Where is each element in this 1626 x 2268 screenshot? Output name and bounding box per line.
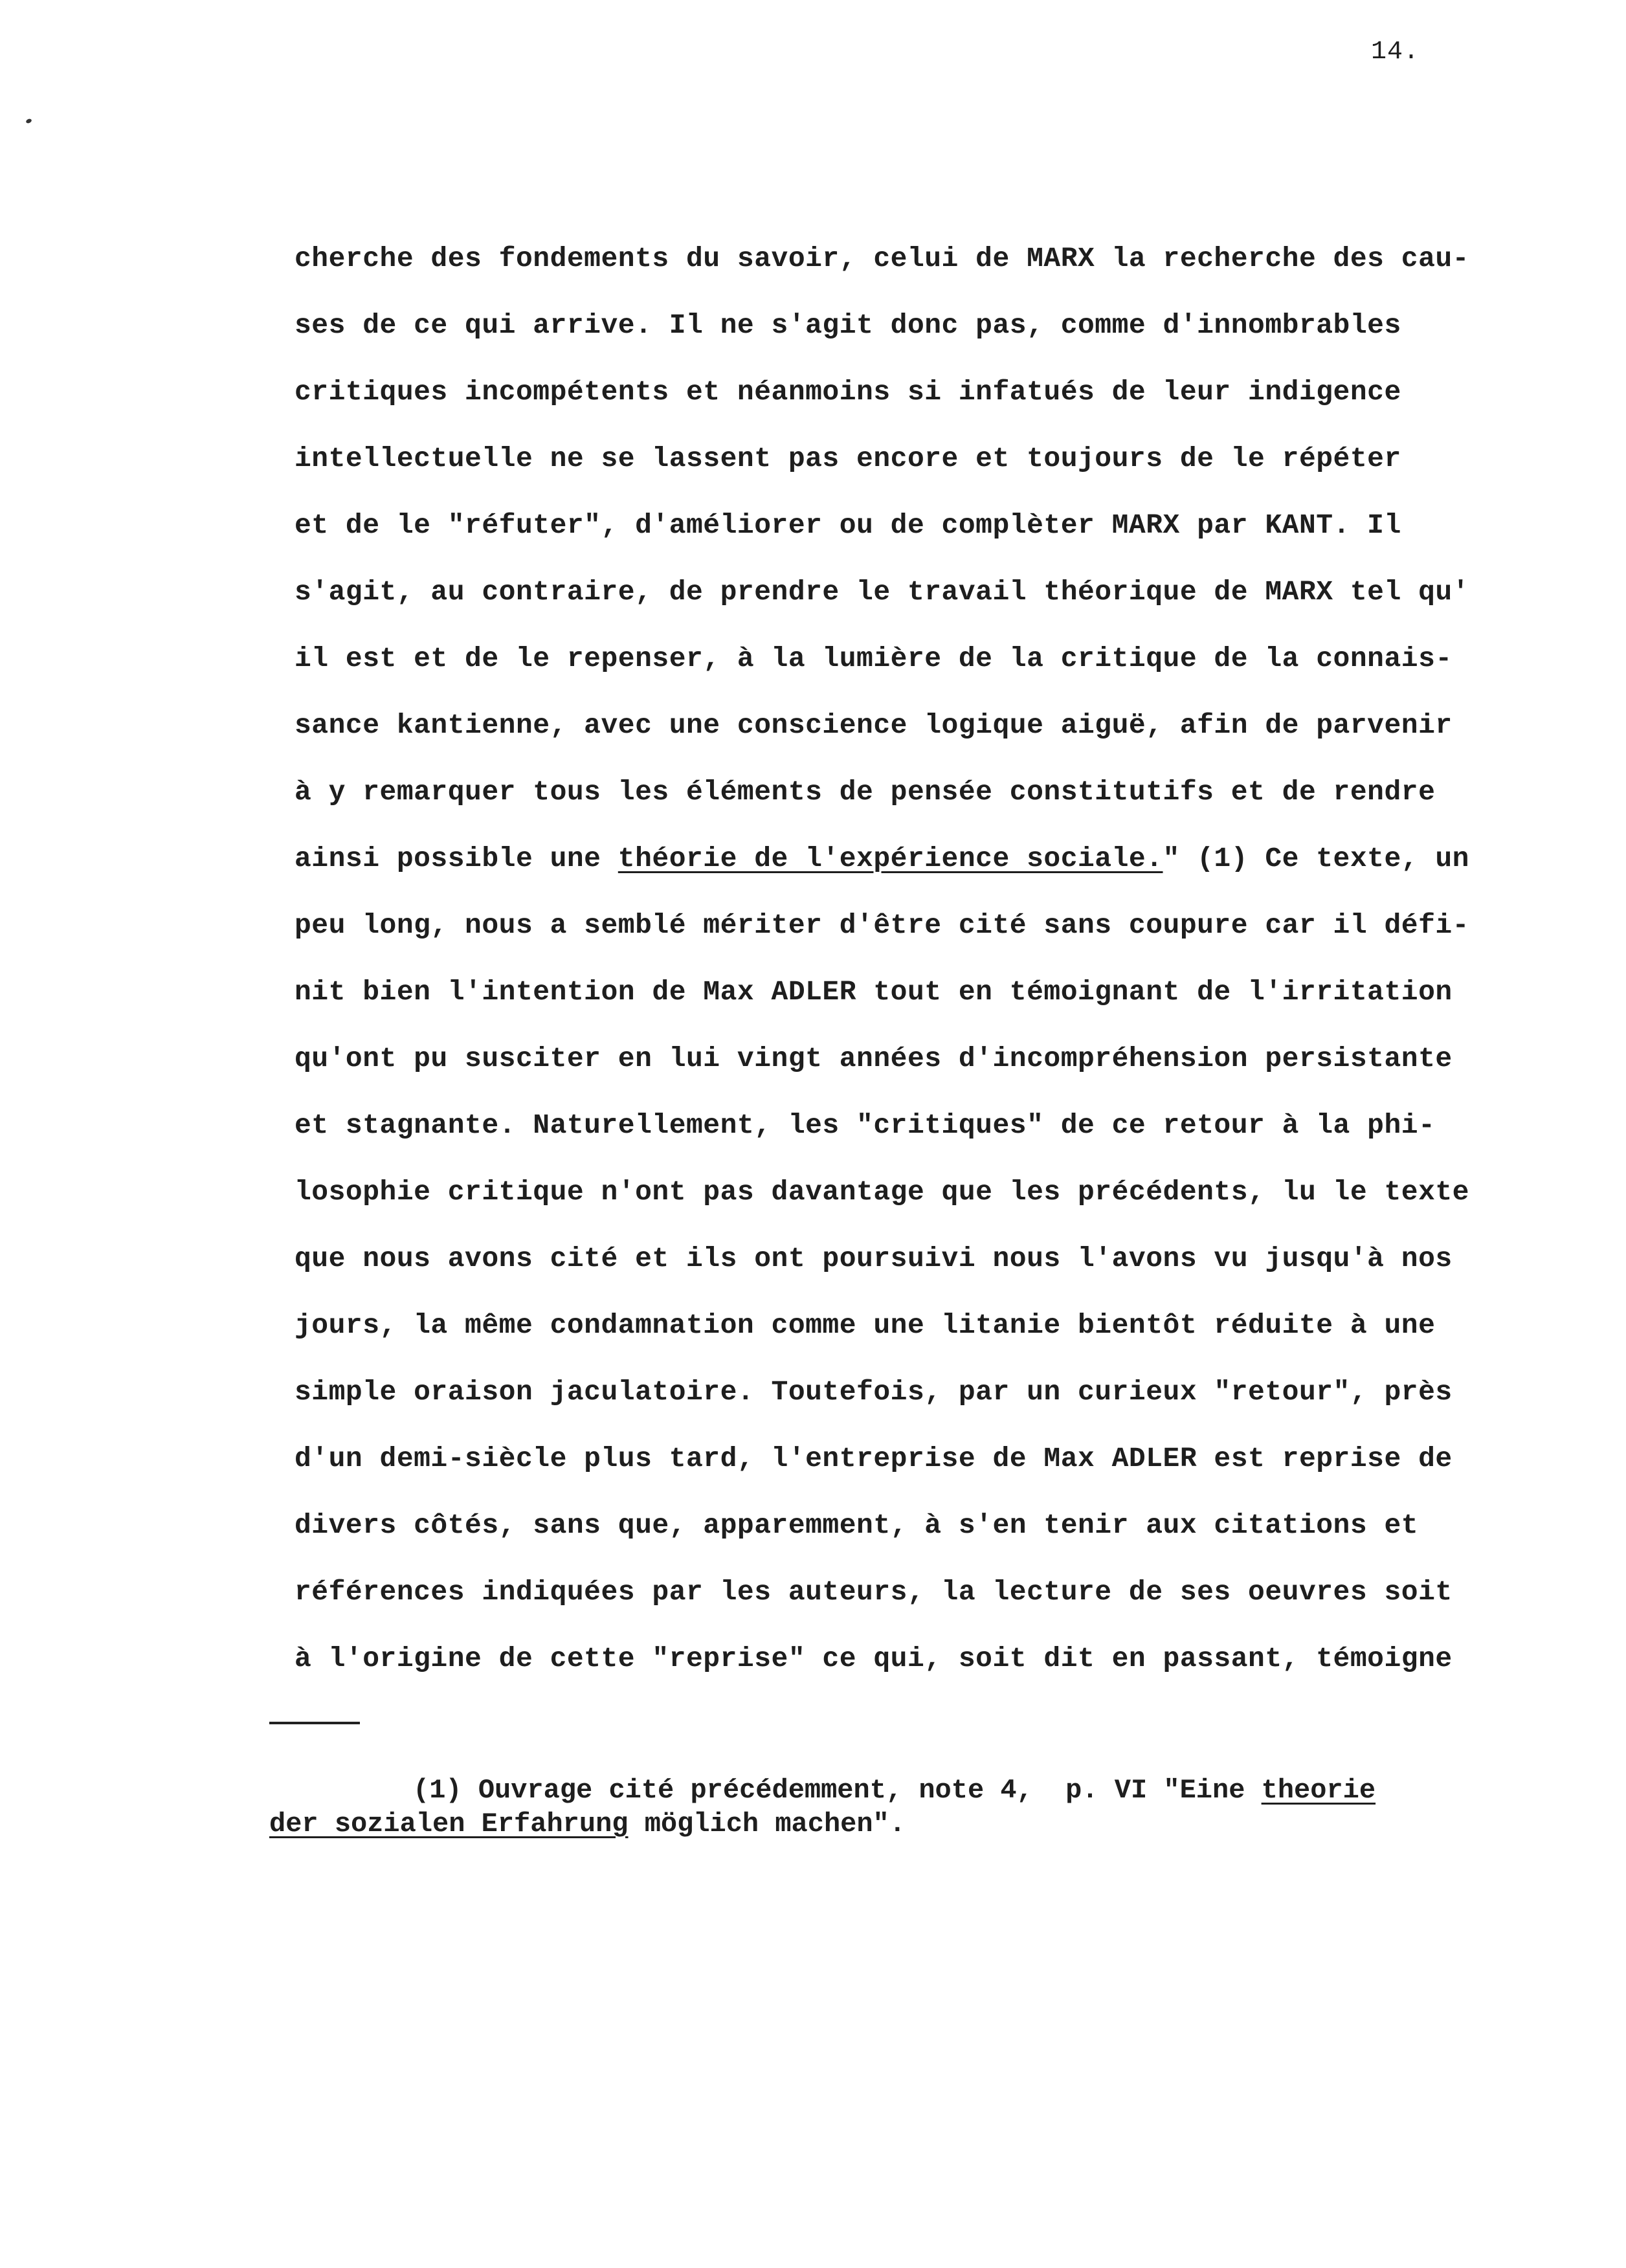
body-text <box>295 225 1524 1692</box>
text-line <box>295 292 1524 359</box>
text-line <box>295 892 1524 959</box>
text-segment: il est et de le repenser, à la lumière de la critique de la connais- <box>295 643 1453 674</box>
text-segment: à l'origine de cette "reprise" ce qui, soit dit en passant, témoigne <box>295 1643 1453 1674</box>
text-segment: et de le "réfuter", d'améliorer ou de complèter MARX par KANT. Il <box>295 509 1401 541</box>
text-segment: intellectuelle ne se lassent pas encore et toujours de le répéter <box>295 443 1401 474</box>
text-segment: losophie critique n'ont pas davantage que les précédents, lu le texte <box>295 1176 1469 1208</box>
text-line <box>295 625 1524 692</box>
footnote-line <box>269 1773 1531 1807</box>
text-line <box>295 1559 1524 1625</box>
underlined-citation: theorie <box>1261 1775 1376 1806</box>
text-line <box>295 825 1524 892</box>
text-segment: que nous avons cité et ils ont poursuivi nous l'avons vu jusqu'à nos <box>295 1243 1453 1274</box>
text-segment: ainsi possible une <box>295 843 618 874</box>
text-line <box>295 492 1524 559</box>
text-line <box>295 1159 1524 1225</box>
footnote <box>269 1773 1531 1841</box>
text-line <box>295 1092 1524 1159</box>
text-line <box>295 359 1524 425</box>
underlined-citation: der sozialen Erfahrung <box>269 1808 629 1840</box>
text-segment: critiques incompétents et néanmoins si infatués de leur indigence <box>295 376 1401 408</box>
text-line <box>295 1625 1524 1692</box>
text-line <box>295 692 1524 759</box>
text-segment: sance kantienne, avec une conscience logique aiguë, afin de parvenir <box>295 709 1453 741</box>
text-segment: " (1) Ce texte, un <box>1163 843 1469 874</box>
text-line <box>295 559 1524 625</box>
footnote-line <box>269 1807 1531 1841</box>
text-segment: ses de ce qui arrive. Il ne s'agit donc pas, comme d'innombrables <box>295 309 1401 341</box>
text-segment: cherche des fondements du savoir, celui de MARX la recherche des cau- <box>295 243 1469 274</box>
text-segment: peu long, nous a semblé mériter d'être cité sans coupure car il défi- <box>295 909 1469 941</box>
text-line <box>295 225 1524 292</box>
footnote-separator <box>269 1722 360 1724</box>
text-segment: s'agit, au contraire, de prendre le travail théorique de MARX tel qu' <box>295 576 1469 608</box>
text-line <box>295 1425 1524 1492</box>
underlined-title: théorie de l'expérience sociale. <box>618 843 1163 874</box>
text-segment: à y remarquer tous les éléments de pensée constitutifs et de rendre <box>295 776 1436 808</box>
text-segment: (1) Ouvrage cité précédemment, note 4, p. VI "Eine <box>413 1775 1262 1806</box>
ink-mark <box>25 118 32 124</box>
text-segment: qu'ont pu susciter en lui vingt années d'incompréhension persistante <box>295 1043 1453 1074</box>
text-line <box>295 1025 1524 1092</box>
text-segment: jours, la même condamnation comme une litanie bientôt réduite à une <box>295 1309 1436 1341</box>
text-line <box>295 1492 1524 1559</box>
text-line <box>295 1225 1524 1292</box>
text-segment: divers côtés, sans que, apparemment, à s'en tenir aux citations et <box>295 1509 1419 1541</box>
text-line <box>295 1359 1524 1425</box>
text-segment: d'un demi-siècle plus tard, l'entreprise de Max ADLER est reprise de <box>295 1443 1453 1474</box>
text-line <box>295 959 1524 1025</box>
text-line <box>295 759 1524 825</box>
text-line <box>295 1292 1524 1359</box>
page-number: 14. <box>1371 38 1420 67</box>
text-segment: et stagnante. Naturellement, les "critiques" de ce retour à la phi- <box>295 1109 1436 1141</box>
text-line <box>295 425 1524 492</box>
text-segment: nit bien l'intention de Max ADLER tout en témoignant de l'irritation <box>295 976 1453 1008</box>
text-segment: références indiquées par les auteurs, la lecture de ses oeuvres soit <box>295 1576 1453 1608</box>
text-segment: simple oraison jaculatoire. Toutefois, par un curieux "retour", près <box>295 1376 1453 1408</box>
text-segment: möglich machen". <box>628 1808 906 1840</box>
